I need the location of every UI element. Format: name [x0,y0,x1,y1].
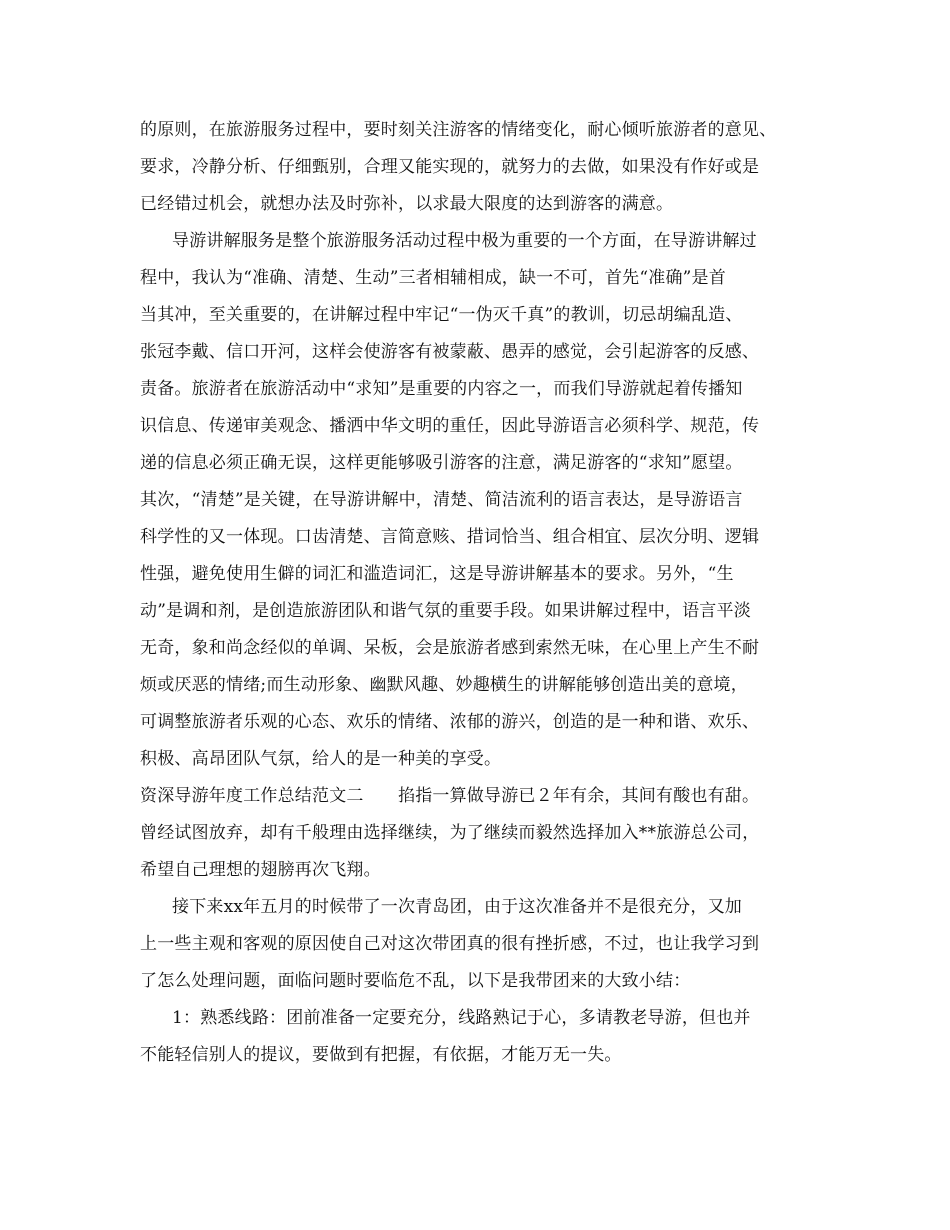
text-line: 上一些主观和客观的原因使自己对这次带团真的很有挫折感，不过，也让我学习到 [140,934,760,954]
text-line: 识信息、传递审美观念、播洒中华文明的重任，因此导游语言必须科学、规范，传 [140,416,760,436]
text-line: 接下来xx年五月的时候带了一次青岛团，由于这次准备并不是很充分，又加 [172,897,742,917]
text-line: 程中，我认为“准确、清楚、生动”三者相辅相成，缺一不可，首先“准确”是首 [140,268,726,288]
text-line: 曾经试图放弃，却有千般理由选择继续，为了继续而毅然选择加入**旅游总公司， [140,823,760,843]
text-line: 已经错过机会，就想办法及时弥补，以求最大限度的达到游客的满意。 [140,194,674,214]
text-line: 当其冲，至关重要的，在讲解过程中牢记“一伪灭千真”的教训，切忌胡编乱造、 [140,305,743,325]
text-line: 导游讲解服务是整个旅游服务活动过程中极为重要的一个方面，在导游讲解过 [172,231,757,251]
text-line: 希望自己理想的翅膀再次飞翔。 [140,860,381,880]
text-line: 性强，避免使用生僻的词汇和滥造词汇，这是导游讲解基本的要求。另外，“生 [140,564,734,584]
text-line: 无奇，象和尚念经似的单调、呆板，会是旅游者感到索然无味，在心里上产生不耐 [140,638,760,658]
text-line: 动”是调和剂，是创造旅游团队和谐气氛的重要手段。如果讲解过程中，语言平淡 [140,601,751,621]
text-line: 责备。旅游者在旅游活动中“求知”是重要的内容之一，而我们导游就起着传播知 [140,379,743,399]
text-line: 其次，“清楚”是关键，在导游讲解中，清楚、简洁流利的语言表达，是导游语言 [140,490,743,510]
text-line: 了怎么处理问题，面临问题时要临危不乱，以下是我带团来的大致小结： [140,971,691,991]
list-item-line: 1：熟悉线路：团前准备一定要充分，线路熟记于心，多请教老导游，但也并 [172,1008,751,1028]
text-line: 可调整旅游者乐观的心态、欢乐的情绪、浓郁的游兴，创造的是一种和谐、欢乐、 [140,712,760,732]
text-line: 张冠李戴、信口开河，这样会使游客有被蒙蔽、愚弄的感觉，会引起游客的反感、 [140,342,760,362]
text-line: 烦或厌恶的情绪;而生动形象、幽默风趣、妙趣横生的讲解能够创造出美的意境， [140,675,748,695]
text-line: 科学性的又一体现。口齿清楚、言简意赅、措词恰当、组合相宜、层次分明、逻辑 [140,527,760,547]
text-line: 要求，冷静分析、仔细甄别，合理又能实现的，就努力的去做，如果没有作好或是 [140,157,760,177]
text-line: 不能轻信别人的提议，要做到有把握，有依据，才能万无一失。 [140,1045,622,1065]
section-heading-line: 资深导游年度工作总结范文二 掐指一算做导游已２年有余，其间有酸也有甜。 [140,786,760,806]
text-line: 递的信息必须正确无误，这样更能够吸引游客的注意，满足游客的“求知”愿望。 [140,453,743,473]
text-line: 积极、高昂团队气氛，给人的是一种美的享受。 [140,749,502,769]
text-line: 的原则，在旅游服务过程中，要时刻关注游客的情绪变化，耐心倾听旅游者的意见、 [140,120,777,140]
